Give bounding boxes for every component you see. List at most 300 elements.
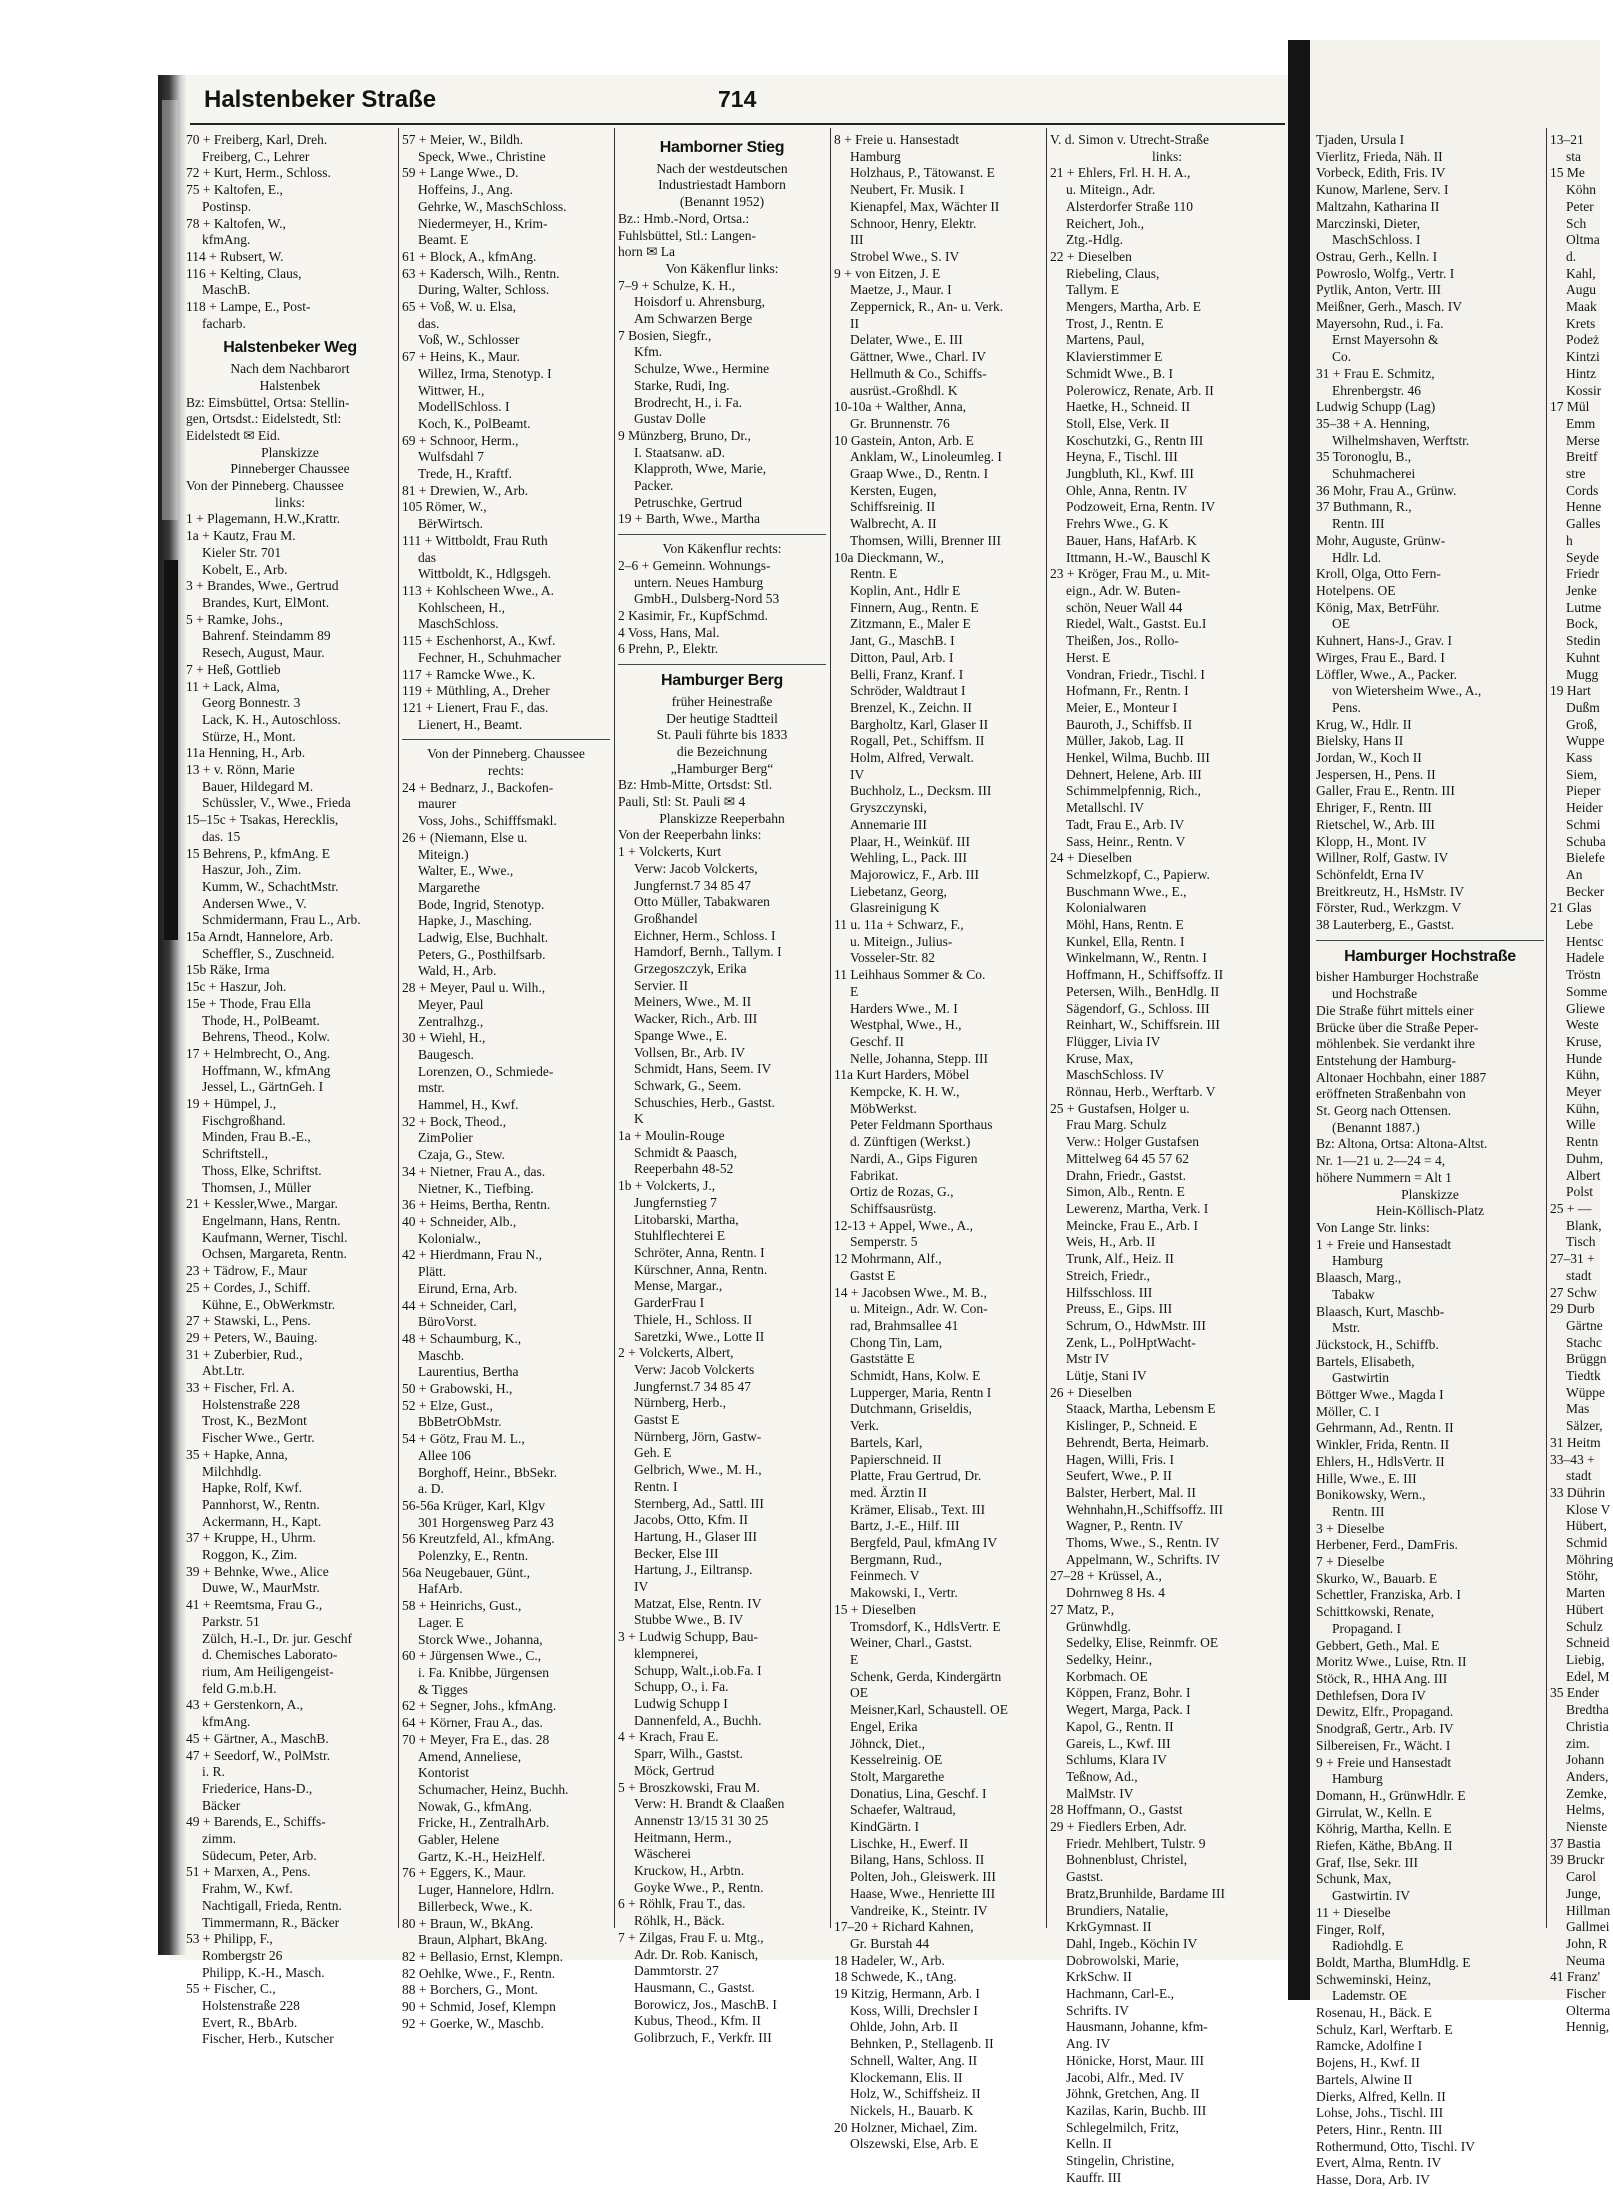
resident-entry: Niedermeyer, H., Krim- xyxy=(418,215,548,231)
resident-entry: Golibrzuch, F., Verkfr. III xyxy=(634,2030,772,2046)
resident-entry: u. Miteign., Julius- xyxy=(850,933,953,949)
resident-entry: Ludwig Schupp I xyxy=(634,1695,728,1711)
resident-entry: Hausmann, Johanne, kfm- xyxy=(1066,2019,1208,2035)
resident-entry: Co. xyxy=(1332,349,1352,365)
resident-entry: Preuss, E., Gips. III xyxy=(1066,1301,1173,1317)
house-number-entry: Boldt, Martha, BlumHdlg. E xyxy=(1316,1954,1471,1970)
resident-entry: & Tigges xyxy=(418,1681,468,1697)
house-number-entry: Finger, Rolf, xyxy=(1316,1921,1385,1937)
house-number-entry: 24 + Bednarz, J., Backofen- xyxy=(402,779,554,795)
resident-entry: Polerowicz, Renate, Arb. II xyxy=(1066,382,1214,398)
resident-entry: Mittelweg 64 45 57 62 xyxy=(1066,1150,1189,1166)
resident-entry: Heitmann, Herm., xyxy=(634,1829,732,1845)
house-number-entry: 34 + Nietner, Frau A., das. xyxy=(402,1163,546,1179)
resident-entry: Kumm, W., SchachtMstr. xyxy=(202,878,339,894)
resident-entry: Wittwer, H., xyxy=(418,382,485,398)
resident-entry: Hoffmann, H., Schiffsoffz. II xyxy=(1066,967,1224,983)
house-number-entry: Girrulat, W., Kelln. E xyxy=(1316,1804,1432,1820)
house-number-entry: Entstehung der Hamburg- xyxy=(1316,1052,1456,1068)
resident-entry: Sparr, Wilh., Gastst. xyxy=(634,1746,743,1762)
house-number-entry: 31 + Frau E. Schmitz, xyxy=(1316,365,1435,381)
resident-entry: II xyxy=(850,315,859,331)
resident-entry: Reeperbahn 48-52 xyxy=(634,1161,734,1177)
house-number-entry: Förster, Rud., Werkzgm. V xyxy=(1316,900,1462,916)
resident-entry: Trede, H., Kraftf. xyxy=(418,466,512,482)
resident-entry: Augu xyxy=(1566,282,1596,298)
house-number-entry: 11 + Lack, Alma, xyxy=(186,678,280,694)
resident-entry: Vollsen, Br., Arb. IV xyxy=(634,1044,746,1060)
resident-entry: Braun, Alphart, BkAng. xyxy=(418,1932,548,1948)
resident-entry: Lorenzen, O., Schmiede- xyxy=(418,1063,554,1079)
resident-entry: Nürnberg, Jörn, Gastw- xyxy=(634,1428,762,1444)
resident-entry: Schulz xyxy=(1566,1618,1603,1634)
resident-entry: MöbWerkst. xyxy=(850,1100,917,1116)
resident-entry: Frehrs Wwe., G. K xyxy=(1066,516,1169,532)
resident-entry: Gastwirtin. IV xyxy=(1332,1888,1410,1904)
resident-entry: Nietner, K., Tiefbing. xyxy=(418,1180,534,1196)
resident-entry: Hoffeins, J., Ang. xyxy=(418,182,514,198)
directory-column-2 xyxy=(402,132,610,2031)
house-number-entry: 31 + Zuberbier, Rud., xyxy=(186,1346,303,1362)
resident-entry: Goyke Wwe., P., Rentn. xyxy=(634,1879,764,1895)
resident-entry: Lütje, Stani IV xyxy=(1066,1368,1147,1384)
section-rule xyxy=(618,534,826,535)
resident-entry: Plaar, H., Weinküf. III xyxy=(850,833,970,849)
resident-entry: Gehrke, W., MaschSchloss. xyxy=(418,198,567,214)
resident-entry: Jungfernst.7 34 85 47 xyxy=(634,1378,751,1394)
house-number-entry: 27 Matz, P., xyxy=(1050,1601,1115,1617)
resident-entry: Holzhaus, P., Tätowanst. E xyxy=(850,165,995,181)
resident-entry: Kersten, Eugen, xyxy=(850,482,937,498)
street-note: Pinneberger Chaussee xyxy=(230,461,350,477)
resident-entry: E xyxy=(850,1651,859,1667)
resident-entry: zimm. xyxy=(202,1831,237,1847)
house-number-entry: 1b + Volckerts, J., xyxy=(618,1178,716,1194)
resident-entry: Verk. xyxy=(850,1418,879,1434)
resident-entry: Hartung, J., Eiltransp. xyxy=(634,1562,753,1578)
house-number-entry: 62 + Segner, Johs., kfmAng. xyxy=(402,1698,557,1714)
resident-entry: Hapke, Rolf, Kwf. xyxy=(202,1480,303,1496)
resident-entry: schön, Neuer Wall 44 xyxy=(1066,599,1183,615)
resident-entry: Ehrenbergstr. 46 xyxy=(1332,382,1421,398)
resident-entry: Evert, R., BbArb. xyxy=(202,2014,298,2030)
resident-entry: Abt.Ltr. xyxy=(202,1363,245,1379)
house-number-entry: 35 + Hapke, Anna, xyxy=(186,1446,288,1462)
resident-entry: Rombergstr 26 xyxy=(202,1947,283,1963)
resident-entry: Ohlde, John, Arb. II xyxy=(850,2019,958,2035)
resident-entry: Fricke, H., ZentralhArb. xyxy=(418,1815,550,1831)
house-number-entry: 116 + Kelting, Claus, xyxy=(186,265,302,281)
house-number-entry: 15b Räke, Irma xyxy=(186,962,270,978)
resident-entry: Weis, H., Arb. II xyxy=(1066,1234,1156,1250)
resident-entry: Litobarski, Martha, xyxy=(634,1211,739,1227)
resident-entry: KindGärtn. I xyxy=(850,1819,919,1835)
resident-entry: Theißen, Jos., Rollo- xyxy=(1066,633,1179,649)
resident-entry: Großhandel xyxy=(634,910,698,926)
resident-entry: Schröter, Anna, Rentn. I xyxy=(634,1245,765,1260)
house-number-entry: Krug, W., Hdlr. II xyxy=(1316,716,1412,732)
house-number-entry: 80 + Braun, W., BkAng. xyxy=(402,1915,534,1931)
resident-entry: Walter, E., Wwe., xyxy=(418,863,514,879)
resident-entry: Schmelzkopf, C., Papierw. xyxy=(1066,866,1210,882)
resident-entry: Balster, Herbert, Mal. II xyxy=(1066,1484,1196,1500)
resident-entry: Schmidt & Paasch, xyxy=(634,1144,738,1160)
resident-entry: Behnken, P., Stellagenb. II xyxy=(850,2036,994,2052)
right-page-column-2 xyxy=(1550,132,1613,2035)
resident-entry: BüroVorst. xyxy=(418,1314,477,1330)
resident-entry: Czaja, G., Stew. xyxy=(418,1147,505,1163)
resident-entry: Annenstr 13/15 31 30 25 xyxy=(634,1812,769,1828)
resident-entry: Schlegelmilch, Fritz, xyxy=(1066,2119,1179,2135)
resident-entry: Nachtigall, Frieda, Rentn. xyxy=(202,1897,342,1913)
resident-entry: Streich, Friedr., xyxy=(1066,1267,1150,1283)
resident-entry: Riedel, Walt., Gastst. Eu.I xyxy=(1066,616,1207,632)
resident-entry: Staack, Martha, Lebensm E xyxy=(1066,1401,1216,1417)
house-number-entry: 18 Schwede, K., tAng. xyxy=(834,1969,957,1985)
resident-entry: Strobel Wwe., S. IV xyxy=(850,248,960,264)
resident-entry: Timmermann, R., Bäcker xyxy=(202,1914,340,1930)
resident-entry: Flügger, Livia IV xyxy=(1066,1033,1161,1049)
section-rule xyxy=(402,739,610,740)
resident-entry: Vandreike, K., Steintr. IV xyxy=(850,1902,988,1918)
resident-entry: Dahl, Ingeb., Köchin IV xyxy=(1066,1935,1198,1951)
resident-entry: Schriftstell., xyxy=(202,1146,268,1162)
resident-entry: Engel, Erika xyxy=(850,1718,918,1734)
resident-entry: Miteign.) xyxy=(418,846,469,862)
resident-entry: Schumacher, Heinz, Buchh. xyxy=(418,1781,569,1797)
house-number-entry: Schettler, Franziska, Arb. I xyxy=(1316,1587,1461,1603)
resident-entry: Luger, Hannelore, Hdlrn. xyxy=(418,1882,555,1898)
resident-entry: Hoffmann, W., kfmAng xyxy=(202,1062,331,1078)
house-number-entry: 70 + Meyer, Fra E., das. 28 xyxy=(402,1731,550,1747)
resident-entry: Köppen, Franz, Bohr. I xyxy=(1066,1685,1191,1701)
house-number-entry: Rietschel, W., Arb. III xyxy=(1316,816,1435,832)
resident-entry: Kazilas, Karin, Buchb. III xyxy=(1066,2102,1207,2118)
resident-entry: Emm xyxy=(1566,415,1596,431)
resident-entry: Sternberg, Ad., Sattl. III xyxy=(634,1495,764,1511)
resident-entry: Hapke, J., Masching. xyxy=(418,913,532,929)
resident-entry: Dehnert, Helene, Arb. III xyxy=(1066,766,1202,782)
house-number-entry: 53 + Philipp, F., xyxy=(186,1931,273,1947)
house-number-entry: 15 + Dieselben xyxy=(834,1601,916,1617)
resident-entry: Podeż xyxy=(1566,332,1599,348)
resident-entry: Bergmann, Rud., xyxy=(850,1551,942,1567)
house-number-entry: Löffler, Wwe., A., Packer. xyxy=(1316,666,1458,682)
resident-entry: Kontorist xyxy=(418,1765,470,1781)
resident-entry: Bäcker xyxy=(202,1797,241,1813)
house-number-entry: 1 + Plagemann, H.W.,Krattr. xyxy=(186,511,341,527)
page-number: 714 xyxy=(718,86,757,112)
resident-entry: Stolt, Margarethe xyxy=(850,1768,945,1784)
house-number-entry: 54 + Götz, Frau M. L., xyxy=(402,1431,525,1447)
resident-entry: Marten xyxy=(1566,1585,1605,1601)
resident-entry: Ladwig, Else, Buchhalt. xyxy=(418,930,549,946)
resident-entry: Lupperger, Maria, Rentn I xyxy=(850,1384,992,1400)
book-gutter xyxy=(1288,40,1310,2000)
resident-entry: Wäscherei xyxy=(634,1846,691,1862)
resident-entry: feld G.m.b.H. xyxy=(202,1680,277,1696)
resident-entry: Fischgroßhand. xyxy=(202,1112,286,1128)
resident-entry: Minden, Frau B.-E., xyxy=(202,1129,311,1145)
resident-entry: Kaufmann, Werner, Tischl. xyxy=(202,1229,348,1245)
resident-entry: Gliewe xyxy=(1566,1000,1605,1016)
house-number-entry: 119 + Müthling, A., Dreher xyxy=(402,683,550,699)
house-number-entry: 27–31 + xyxy=(1550,1251,1595,1267)
resident-entry: Brüggn xyxy=(1566,1351,1607,1367)
resident-entry: Delater, Wwe., E. III xyxy=(850,332,963,348)
house-number-entry: 47 + Seedorf, W., PolMstr. xyxy=(186,1747,331,1763)
resident-entry: Servier. II xyxy=(634,977,688,993)
resident-entry: Mense, Margar., xyxy=(634,1278,723,1294)
house-number-entry: 78 + Kaltofen, W., xyxy=(186,215,286,231)
resident-entry: i. R. xyxy=(202,1764,225,1780)
resident-entry: Lack, K. H., Autoschloss. xyxy=(202,711,341,727)
resident-entry: OE xyxy=(850,1685,868,1701)
house-number-entry: Bz: Altona, Ortsa: Altona-Altst. xyxy=(1316,1136,1488,1152)
resident-entry: Starke, Rudi, Ing. xyxy=(634,377,730,393)
resident-entry: E xyxy=(850,983,859,999)
resident-entry: Frahm, W., Kwf. xyxy=(202,1881,293,1897)
house-number-entry: V. d. Simon v. Utrecht-Straße xyxy=(1050,132,1209,147)
resident-entry: Möhring xyxy=(1566,1551,1613,1567)
resident-entry: Müller, Jakob, Lag. II xyxy=(1066,733,1184,749)
house-number-entry: 39 + Behnke, Wwe., Alice xyxy=(186,1563,329,1579)
resident-entry: Friedr xyxy=(1566,566,1599,582)
resident-entry: Winkelmann, W., Rentn. I xyxy=(1066,950,1207,966)
street-heading: Hamburger Berg xyxy=(660,672,784,690)
resident-entry: Rentn xyxy=(1566,1134,1599,1150)
resident-entry: Hillman xyxy=(1566,1902,1611,1918)
house-number-entry: 52 + Elze, Gust., xyxy=(402,1397,493,1413)
resident-entry: Spange Wwe., E. xyxy=(634,1027,728,1043)
resident-entry: Edel, M xyxy=(1566,1668,1610,1684)
house-number-entry: Herbener, Ferd., DamFris. xyxy=(1316,1537,1458,1553)
section-rule xyxy=(618,664,826,665)
house-number-entry: 7 + Heß, Gottlieb xyxy=(186,661,281,677)
resident-entry: Trost, K., BezMont xyxy=(202,1413,307,1429)
resident-entry: Bode, Ingrid, Stenotyp. xyxy=(418,896,545,912)
resident-entry: Stürze, H., Mont. xyxy=(202,728,296,744)
resident-entry: Meisner,Karl, Schaustell. OE xyxy=(850,1702,1009,1718)
house-number-entry: 28 + Meyer, Paul u. Wilh., xyxy=(402,980,546,996)
resident-entry: Schüssler, V., Wwe., Frieda xyxy=(202,795,351,811)
resident-entry: Gareis, L., Kwf. III xyxy=(1066,1735,1171,1751)
resident-entry: Schulze, Wwe., Hermine xyxy=(634,361,770,377)
house-number-entry: 9 + Freie und Hansestadt xyxy=(1316,1754,1452,1770)
house-number-entry: Blaasch, Marg., xyxy=(1316,1270,1402,1286)
resident-entry: IV xyxy=(634,1579,649,1595)
house-number-entry: bisher Hamburger Hochstraße xyxy=(1316,969,1479,985)
resident-entry: Koch, K., PolBeamt. xyxy=(418,415,531,431)
resident-entry: Graap Wwe., D., Rentn. I xyxy=(850,466,989,482)
resident-entry: MaschSchloss. xyxy=(418,616,499,632)
resident-entry: Storck Wwe., Johanna, xyxy=(418,1631,543,1647)
resident-entry: Schmid xyxy=(1566,1535,1608,1551)
house-number-entry: 67 + Heins, K., Maur. xyxy=(402,349,520,365)
resident-entry: Duhm, xyxy=(1566,1150,1604,1166)
house-number-entry: 12-13 + Appel, Wwe., A., xyxy=(834,1217,973,1233)
resident-entry: Brundiers, Natalie, xyxy=(1066,1902,1169,1918)
house-number-entry: 76 + Eggers, K., Maur. xyxy=(402,1865,526,1881)
resident-entry: Dutchmann, Griseldis, xyxy=(850,1401,972,1417)
resident-entry: Chong Tin, Lam, xyxy=(850,1334,943,1350)
resident-entry: 301 Horgensweg Parz 43 xyxy=(418,1514,554,1530)
resident-entry: Pannhorst, W., Rentn. xyxy=(202,1496,320,1512)
house-number-entry: möhlenbek. Sie verdankt ihre xyxy=(1316,1036,1475,1052)
house-number-entry: Dethlefsen, Dora IV xyxy=(1316,1687,1426,1703)
resident-entry: Feinmech. V xyxy=(850,1568,920,1584)
resident-entry: Beamt. E xyxy=(418,232,469,248)
house-number-entry: 19 + Hümpel, J., xyxy=(186,1096,277,1112)
resident-entry: Eirund, Erna, Arb. xyxy=(418,1280,518,1296)
resident-entry: Kuhnt xyxy=(1566,649,1600,665)
resident-entry: kfmAng. xyxy=(202,232,251,248)
resident-entry: das. 15 xyxy=(202,828,241,844)
resident-entry: Teßnow, Ad., xyxy=(1066,1768,1138,1784)
house-number-entry: Blaasch, Kurt, Maschb- xyxy=(1316,1303,1445,1319)
resident-entry: Blank, xyxy=(1566,1217,1602,1233)
resident-entry: Ittmann, H.-W., Bauschl K xyxy=(1066,549,1211,565)
resident-entry: Cords xyxy=(1566,482,1599,498)
house-number-entry: Hotelpens. OE xyxy=(1316,582,1396,598)
house-number-entry: 1a + Moulin-Rouge xyxy=(618,1128,725,1144)
house-number-entry: Bz.: Hmb.-Nord, Ortsa.: xyxy=(618,210,750,226)
column-divider xyxy=(1546,128,1547,1928)
house-number-entry: 6 Prehn, P., Elektr. xyxy=(618,641,719,657)
house-number-entry: Schönfeldt, Erna IV xyxy=(1316,866,1425,882)
house-number-entry: Snodgraß, Gertr., Arb. IV xyxy=(1316,1721,1454,1737)
house-number-entry: Brücke über die Straße Peper- xyxy=(1316,1019,1479,1035)
resident-entry: Gastwirtin xyxy=(1332,1370,1389,1386)
directory-column-3 xyxy=(618,132,826,2046)
house-number-entry: 39 Bruckr xyxy=(1550,1852,1605,1868)
house-number-entry: 64 + Körner, Frau A., das. xyxy=(402,1715,543,1731)
resident-entry: Kahl, xyxy=(1566,265,1596,281)
resident-entry: Reinhart, W., Schiffsrein. III xyxy=(1066,1017,1220,1033)
resident-entry: Meincke, Frau E., Arb. I xyxy=(1066,1217,1198,1233)
house-number-entry: eröffneten Straßenbahn von xyxy=(1316,1086,1466,1102)
resident-entry: Bartels, Karl, xyxy=(850,1434,923,1450)
resident-entry: Tisch xyxy=(1566,1234,1596,1250)
resident-entry: Bergfeld, Paul, kfmAng IV xyxy=(850,1535,998,1551)
house-number-entry: 27 + Stawski, L., Pens. xyxy=(186,1313,311,1329)
resident-entry: Koplin, Ant., Hdlr E xyxy=(850,582,961,598)
house-number-entry: 15 Me xyxy=(1550,165,1585,181)
resident-entry: Jessel, L., GärtnGeh. I xyxy=(202,1079,324,1095)
house-number-entry: 59 + Lange Wwe., D. xyxy=(402,165,519,181)
house-number-entry: 36 Mohr, Frau A., Grünw. xyxy=(1316,482,1457,498)
house-number-entry: 25 + — xyxy=(1550,1201,1592,1216)
resident-entry: Klavierstimmer E xyxy=(1066,349,1163,365)
resident-entry: Finnern, Aug., Rentn. E xyxy=(850,599,979,615)
house-number-entry: Vorbeck, Edith, Fris. IV xyxy=(1316,165,1446,181)
resident-entry: Allee 106 xyxy=(418,1447,471,1463)
resident-entry: Mstr. xyxy=(1332,1320,1361,1336)
street-note: Hein-Köllisch-Platz xyxy=(1376,1203,1484,1219)
resident-entry: Hamburg xyxy=(850,148,901,164)
house-number-entry: 10a Dieckmann, W., xyxy=(834,549,944,565)
resident-entry: MalMstr. IV xyxy=(1066,1785,1134,1801)
resident-entry: Dobrowolski, Marie, xyxy=(1066,1952,1179,1968)
resident-entry: Stedin xyxy=(1566,633,1601,649)
resident-entry: Lewerenz, Martha, Verk. I xyxy=(1066,1201,1209,1216)
resident-entry: i. Fa. Knibbe, Jürgensen xyxy=(418,1664,549,1680)
resident-entry: Dohrnweg 8 Hs. 4 xyxy=(1066,1585,1165,1601)
resident-entry: Thode, H., PolBeamt. xyxy=(202,1012,320,1028)
resident-entry: Wille xyxy=(1566,1117,1596,1133)
house-number-entry: 35 Toronoglu, B., xyxy=(1316,449,1412,465)
street-note: St. Pauli führte bis 1833 xyxy=(656,727,788,743)
resident-entry: das xyxy=(418,549,436,565)
house-number-entry: Bonikowsky, Wern., xyxy=(1316,1487,1426,1503)
resident-entry: facharb. xyxy=(202,315,246,331)
resident-entry: Kürschner, Anna, Rentn. xyxy=(634,1261,768,1277)
resident-entry: Schmidt, Hans, Kolw. E xyxy=(850,1368,981,1384)
resident-entry: Lager. E xyxy=(418,1614,464,1630)
resident-entry: Groß, xyxy=(1566,716,1598,732)
resident-entry: Junge, xyxy=(1566,1885,1601,1901)
resident-entry: klempnerei, xyxy=(634,1645,699,1661)
resident-entry: Nickels, H., Bauarb. K xyxy=(850,2102,974,2118)
resident-entry: Am Schwarzen Berge xyxy=(634,311,753,327)
resident-entry: Jöhnk, Gretchen, Ang. II xyxy=(1066,2086,1200,2102)
resident-entry: Dammtorstr. 27 xyxy=(634,1963,719,1979)
resident-entry: h xyxy=(1566,532,1573,548)
directory-column-4 xyxy=(834,132,1042,2152)
house-number-entry: 20 Holzner, Michael, Zim. xyxy=(834,2119,978,2135)
resident-entry: Podzoweit, Erna, Rentn. IV xyxy=(1066,499,1216,515)
house-number-entry: 2 + Volckerts, Albert, xyxy=(618,1345,734,1361)
resident-entry: Möck, Gertrud xyxy=(634,1762,715,1778)
resident-entry: Haszur, Joh., Zim. xyxy=(202,862,302,878)
resident-entry: Vosseler-Str. 82 xyxy=(850,950,935,966)
resident-entry: Schuhmacherei xyxy=(1332,466,1416,482)
resident-entry: Klose V xyxy=(1566,1501,1611,1517)
resident-entry: Mugg xyxy=(1566,666,1599,682)
resident-entry: Dußm xyxy=(1566,699,1600,715)
resident-entry: BbBetrObMstr. xyxy=(418,1414,502,1430)
resident-entry: Freiberg, C., Lehrer xyxy=(202,148,310,164)
resident-entry: Brenzel, K., Zeichn. II xyxy=(850,699,972,715)
resident-entry: Postinsp. xyxy=(202,198,252,214)
house-number-entry: 82 Oehlke, Wwe., F., Rentn. xyxy=(402,1965,556,1981)
house-number-entry: 69 + Schnoor, Herm., xyxy=(402,432,519,448)
house-number-entry: 105 Römer, W., xyxy=(402,499,487,515)
house-number-entry: Von der Pinneberg. Chaussee xyxy=(186,478,344,494)
house-number-entry: Winkler, Frida, Rentn. II xyxy=(1316,1437,1450,1453)
resident-entry: Gastst E xyxy=(850,1267,896,1283)
resident-entry: Korbmach. OE xyxy=(1066,1668,1148,1684)
resident-entry: Polten, Joh., Gleiswerk. III xyxy=(850,1869,996,1885)
resident-entry: Maschb. xyxy=(418,1347,465,1363)
resident-entry: Pens. xyxy=(1332,699,1361,715)
resident-entry: Kossir xyxy=(1566,382,1602,398)
house-number-entry: 38 Lauterberg, E., Gastst. xyxy=(1316,917,1455,933)
resident-entry: Oltma xyxy=(1566,232,1600,248)
resident-entry: Gaststätte E xyxy=(850,1351,915,1367)
resident-entry: Olterma xyxy=(1566,2002,1611,2018)
house-number-entry: Bojens, H., Kwf. II xyxy=(1316,2055,1420,2071)
resident-entry: Borowicz, Jos., MaschB. I xyxy=(634,1996,777,2012)
street-note: Von der Pinneberg. Chaussee xyxy=(427,746,585,762)
resident-entry: Buchholz, L., Decksm. III xyxy=(850,783,992,799)
resident-entry: Krets xyxy=(1566,315,1596,331)
resident-entry: Südecum, Peter, Arb. xyxy=(202,1847,317,1863)
house-number-entry: 31 Heitm xyxy=(1550,1434,1601,1450)
resident-entry: K xyxy=(634,1111,644,1127)
house-number-entry: 30 + Wiehl, H., xyxy=(402,1030,486,1046)
house-number-entry: Schunk, Max, xyxy=(1316,1871,1392,1887)
